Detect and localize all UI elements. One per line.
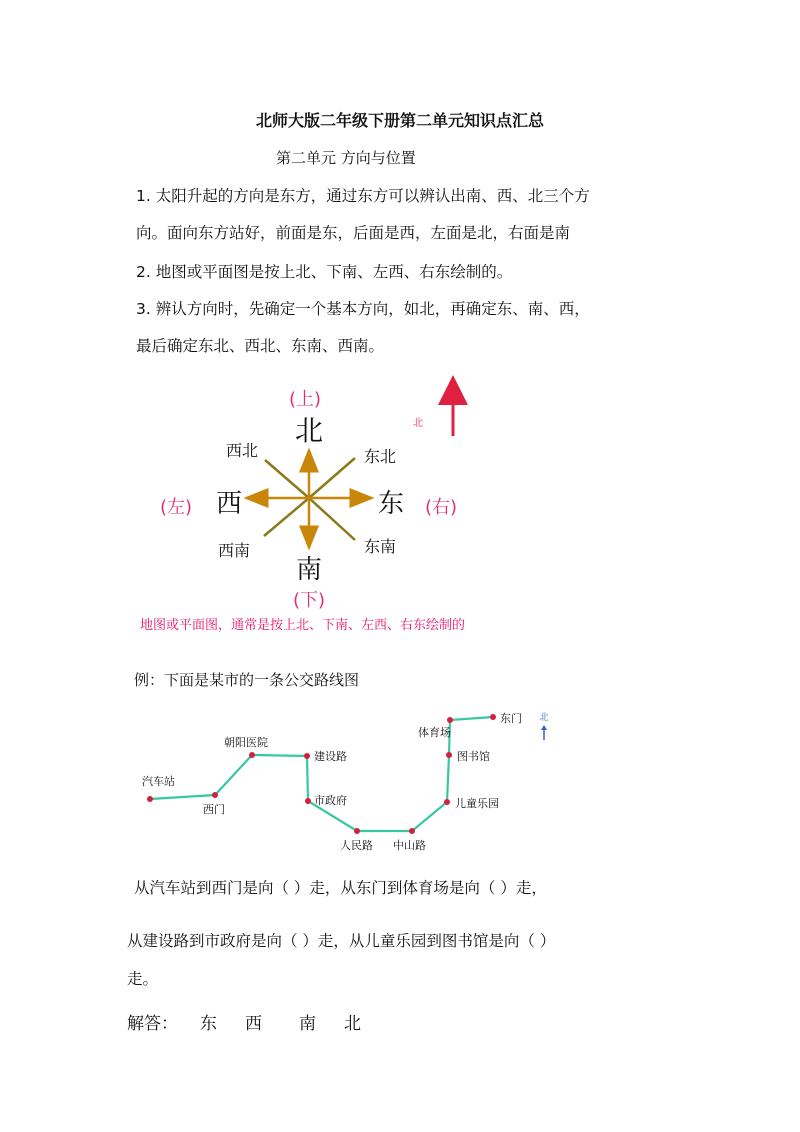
label-southeast: 东南	[363, 537, 397, 556]
stop-dot-jianshe	[304, 753, 310, 759]
stop-dot-dongmen	[490, 714, 496, 720]
stop-label-dongmen: 东门	[500, 712, 522, 725]
label-south: 南	[295, 555, 323, 585]
label-west: 西	[215, 489, 243, 519]
page-title: 北师大版二年级下册第二单元知识点汇总	[255, 111, 544, 130]
unit-subtitle: 第二单元 方向与位置	[276, 149, 416, 167]
answer-item-1: 东	[200, 1014, 217, 1034]
figure-caption: 地图或平面图，通常是按上北、下南、左西、右东绘制的	[140, 618, 466, 633]
answer-item-3: 南	[299, 1014, 316, 1034]
stop-dot-ximen	[212, 792, 218, 798]
stop-label-shizhengfu: 市政府	[314, 794, 347, 807]
north-indicator-label: 北	[413, 418, 423, 429]
label-southwest: 西南	[217, 541, 251, 560]
map-north-arrowhead-icon	[541, 725, 547, 730]
answer-item-4: 北	[344, 1014, 361, 1034]
stop-dot-qiche	[147, 796, 153, 802]
stop-label-renmin: 人民路	[340, 839, 373, 852]
stop-label-zhongshan: 中山路	[393, 839, 426, 852]
label-down: (下)	[292, 590, 326, 611]
label-northeast: 东北	[363, 447, 397, 466]
compass-diagram	[0, 370, 800, 615]
stop-dot-zhongshan	[409, 828, 415, 834]
point-line-2: 向。面向东方站好，前面是东，后面是西，左面是北，右面是南	[136, 224, 571, 242]
stop-label-jianshe: 建设路	[314, 750, 347, 763]
stop-dot-tiyu	[447, 717, 453, 723]
northwest-line	[265, 460, 309, 498]
point-line-4: 3. 辨认方向时，先确定一个基本方向，如北，再确定东、南、西，	[136, 300, 590, 318]
label-northwest: 西北	[225, 441, 259, 460]
question-line-3: 走。	[127, 970, 159, 988]
question-line-2: 从建设路到市政府是向（ ）走，从儿童乐园到图书馆是向（ ）	[127, 932, 556, 950]
stop-label-chaoyang: 朝阳医院	[224, 736, 268, 749]
point-line-1: 1. 太阳升起的方向是东方，通过东方可以辨认出南、西、北三个方	[136, 187, 590, 205]
example-label: 例：下面是某市的一条公交路线图	[134, 671, 360, 689]
stop-label-ertong: 儿童乐园	[455, 797, 499, 810]
point-line-3: 2. 地图或平面图是按上北、下南、左西、右东绘制的。	[136, 263, 513, 281]
label-up: (上)	[288, 389, 322, 410]
label-left: (左)	[159, 497, 193, 518]
label-north: 北	[294, 414, 324, 447]
stop-dot-shizhengfu	[305, 798, 311, 804]
point-line-5: 最后确定东北、西北、东南、西南。	[136, 337, 385, 355]
northeast-line	[309, 458, 355, 498]
answer-label: 解答：	[127, 1014, 178, 1034]
label-east: 东	[377, 489, 405, 519]
stop-label-tushu: 图书馆	[457, 750, 490, 763]
question-line-1: 从汽车站到西门是向（ ）走，从东门到体育场是向（ ）走，	[134, 879, 547, 897]
stop-label-tiyu: 体育场	[418, 726, 451, 739]
answer-item-2: 西	[245, 1014, 262, 1034]
stop-dot-ertong	[444, 799, 450, 805]
stop-label-qiche: 汽车站	[142, 775, 175, 788]
stop-dot-renmin	[354, 828, 360, 834]
bus-route-map	[0, 700, 800, 860]
label-right: (右)	[424, 497, 458, 518]
southwest-line	[264, 498, 309, 536]
stop-dot-tushu	[446, 752, 452, 758]
southeast-line	[309, 498, 355, 540]
stop-dot-chaoyang	[249, 752, 255, 758]
map-north-label: 北	[539, 713, 549, 723]
stop-label-ximen: 西门	[203, 803, 225, 816]
